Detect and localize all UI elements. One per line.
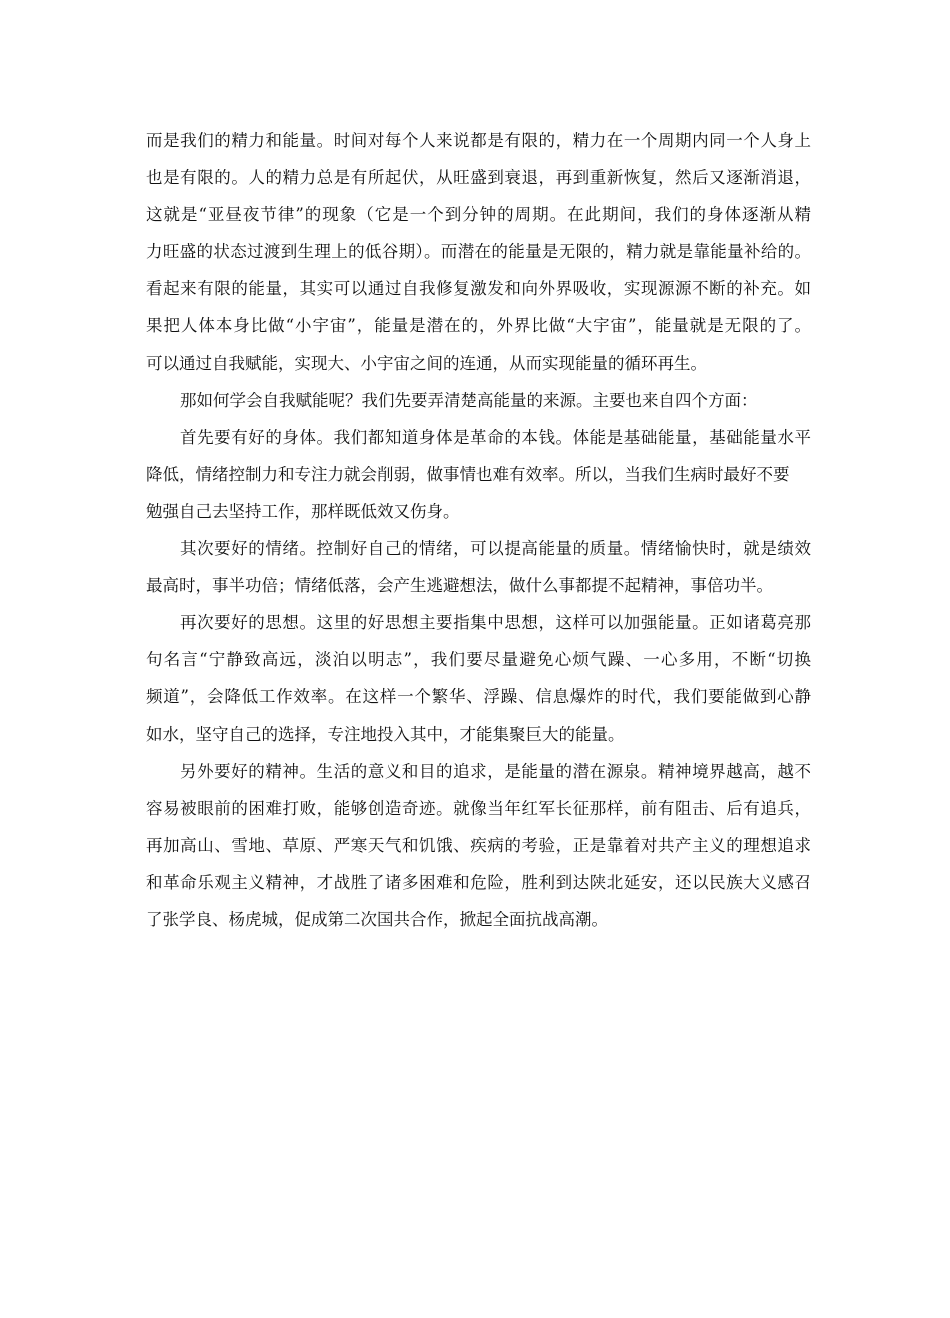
- text-line: 其次要好的情绪。控制好自己的情绪，可以提高能量的质量。情绪愉快时，就是绩效: [180, 539, 811, 559]
- text-line: 如水，坚守自己的选择，专注地投入其中，才能集聚巨大的能量。: [146, 724, 625, 744]
- text-line: 这就是“亚昼夜节律”的现象（它是一个到分钟的周期。在此期间，我们的身体逐渐从精: [146, 205, 811, 225]
- text-line: 频道”，会降低工作效率。在这样一个繁华、浮躁、信息爆炸的时代，我们要能做到心静: [146, 687, 811, 707]
- text-line: 勉强自己去坚持工作，那样既低效又伤身。: [146, 501, 460, 521]
- text-line: 句名言“宁静致高远，淡泊以明志”，我们要尽量避免心烦气躁、一心多用，不断“切换: [146, 650, 811, 670]
- text-line: 首先要有好的身体。我们都知道身体是革命的本钱。体能是基础能量，基础能量水平: [180, 427, 811, 447]
- text-line: 果把人体本身比做“小宇宙”，能量是潜在的，外界比做“大宇宙”，能量就是无限的了。: [146, 316, 811, 336]
- text-line: 容易被眼前的困难打败，能够创造奇迹。就像当年红军长征那样，前有阻击、后有追兵，: [146, 798, 811, 818]
- text-line: 看起来有限的能量，其实可以通过自我修复激发和向外界吸收，实现源源不断的补充。如: [146, 279, 811, 299]
- text-line: 最高时，事半功倍；情绪低落，会产生逃避想法，做什么事都提不起精神，事倍功半。: [146, 576, 773, 596]
- text-line: 和革命乐观主义精神，才战胜了诸多困难和危险，胜利到达陕北延安，还以民族大义感召: [146, 872, 811, 892]
- text-line: 了张学良、杨虎城，促成第二次国共合作，掀起全面抗战高潮。: [146, 909, 608, 929]
- text-line: 另外要好的精神。生活的意义和目的追求，是能量的潜在源泉。精神境界越高，越不: [180, 761, 811, 781]
- text-line: 那如何学会自我赋能呢？我们先要弄清楚高能量的来源。主要也来自四个方面：: [180, 390, 758, 410]
- text-line: 也是有限的。人的精力总是有所起伏，从旺盛到衰退，再到重新恢复，然后又逐渐消退，: [146, 168, 811, 188]
- document-body: [146, 122, 811, 938]
- text-line: 而是我们的精力和能量。时间对每个人来说都是有限的，精力在一个周期内同一个人身上: [146, 131, 811, 150]
- text-line: 再次要好的思想。这里的好思想主要指集中思想，这样可以加强能量。正如诸葛亮那: [180, 613, 811, 633]
- text-line: 降低，情绪控制力和专注力就会削弱，做事情也难有效率。所以，当我们生病时最好不要: [146, 464, 790, 484]
- text-line: 力旺盛的状态过渡到生理上的低谷期）。而潜在的能量是无限的，精力就是靠能量补给的。: [146, 242, 811, 262]
- text-line: 再加高山、雪地、草原、严寒天气和饥饿、疾病的考验，正是靠着对共产主义的理想追求: [146, 835, 811, 855]
- text-line: 可以通过自我赋能，实现大、小宇宙之间的连通，从而实现能量的循环再生。: [146, 353, 707, 373]
